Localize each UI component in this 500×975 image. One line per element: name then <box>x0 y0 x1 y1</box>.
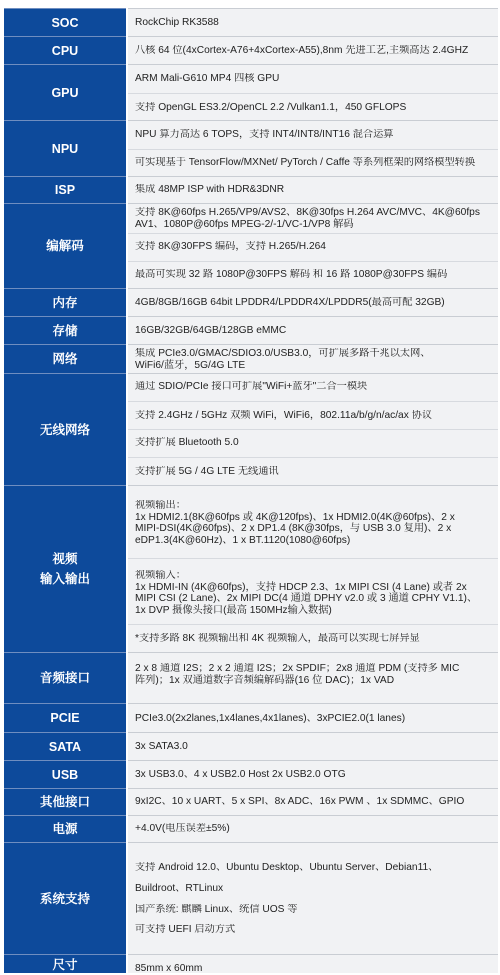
row-text: 最高可实现 32 路 1080P@30FPS 解码 和 16 路 1080P@30FPS 编码 <box>135 269 448 280</box>
row-content <box>128 815 498 842</box>
row-text: 视频输出： 1x HDMI2.1(8K@60fps 或 4K@120fps)、1x HDMI2.0(4K@60fps)、2 x MIPI-DSI(4K@60fps)、2 x DP1.4 (8K@30fps，与 USB 3.0 复用)、2 x eDP1.3(4K@60Hz)、1 x BT.1120(1080@60fps) <box>135 500 455 546</box>
row-label: 尺寸 <box>4 954 126 973</box>
row-text: 85mm x 60mm <box>135 963 203 974</box>
spec-row-isp <box>0 176 500 203</box>
row-label: 其他接口 <box>4 788 126 815</box>
row-text: 支持扩展 5G / 4G LTE 无线通讯 <box>135 466 279 477</box>
row-label: 无线网络 <box>4 373 126 485</box>
row-text: *支持多路 8K 视频输出和 4K 视频输入，最高可以实现七屏异显 <box>135 633 420 644</box>
row-divider <box>128 149 498 150</box>
row-content <box>128 788 498 815</box>
row-divider <box>128 261 498 262</box>
spec-row-cpu <box>0 36 500 64</box>
row-label: PCIE <box>4 703 126 732</box>
spec-row-power <box>0 815 500 842</box>
row-label: USB <box>4 760 126 788</box>
row-text: 支持 Android 12.0、Ubuntu Desktop、Ubuntu Server、Debian11、 <box>135 862 439 873</box>
row-text: 9xI2C、10 x UART、5 x SPI、8x ADC、16x PWM 、1x SDMMC、GPIO <box>135 796 465 807</box>
row-label: SOC <box>4 8 126 36</box>
row-content <box>128 203 498 288</box>
row-label: CPU <box>4 36 126 64</box>
row-text: 3x USB3.0、4 x USB2.0 Host 2x USB2.0 OTG <box>135 769 346 780</box>
row-text: 视频输入： 1x HDMI-IN (4K@60fps)，支持 HDCP 2.3、1x MIPI CSI (4 Lane) 或者 2x MIPI CSI (2 Lane)、2x MIPI DC(4 通道 DPHY v2.0 或 3 通道 CPHY V1.1)、 1x DVP 摄像头接口(最高 150MHz输入数据) <box>135 570 478 616</box>
spec-row-storage <box>0 316 500 344</box>
row-content <box>128 8 498 36</box>
row-text: 支持 2.4GHz / 5GHz 双频 WiFi，WiFi6，802.11a/b/g/n/ac/ax 协议 <box>135 410 433 421</box>
spec-row-sata <box>0 732 500 760</box>
row-content <box>128 842 498 954</box>
row-content <box>128 703 498 732</box>
spec-row-pcie <box>0 703 500 732</box>
spec-row-dimensions <box>0 954 500 973</box>
row-text: 16GB/32GB/64GB/128GB eMMC <box>135 325 287 336</box>
row-label: GPU <box>4 64 126 120</box>
row-content <box>128 373 498 485</box>
row-label: 系统支持 <box>4 842 126 954</box>
row-divider <box>128 429 498 430</box>
row-divider <box>128 233 498 234</box>
row-text: PCIe3.0(2x2lanes,1x4lanes,4x1lanes)、3xPCIE2.0(1 lanes) <box>135 713 406 724</box>
row-text: 通过 SDIO/PCIe 接口可扩展"WiFi+蓝牙"二合一模块 <box>135 381 368 392</box>
row-text: ARM Mali-G610 MP4 四核 GPU <box>135 73 280 84</box>
spec-row-usb <box>0 760 500 788</box>
row-label: 内存 <box>4 288 126 316</box>
row-text: 集成 PCIe3.0/GMAC/SDIO3.0/USB3.0，可扩展多路千兆以太网、 WiFi6/蓝牙，5G/4G LTE <box>135 348 431 371</box>
row-text: NPU 算力高达 6 TOPS，支持 INT4/INT8/INT16 混合运算 <box>135 129 394 140</box>
row-text: 支持 8K@30FPS 编码，支持 H.265/H.264 <box>135 241 326 252</box>
row-content <box>128 760 498 788</box>
row-content <box>128 288 498 316</box>
row-label: NPU <box>4 120 126 176</box>
row-text: 可实现基于 TensorFlow/MXNet/ PyTorch / Caffe 等系列框架的网络模型转换 <box>135 157 476 168</box>
row-content <box>128 120 498 176</box>
row-label: SATA <box>4 732 126 760</box>
row-label: 音频接口 <box>4 652 126 703</box>
row-content <box>128 732 498 760</box>
row-content <box>128 652 498 703</box>
row-text: 支持 OpenGL ES3.2/OpenCL 2.2 /Vulkan1.1，450 GFLOPS <box>135 102 407 113</box>
row-divider <box>128 401 498 402</box>
row-text: RockChip RK3588 <box>135 17 219 28</box>
row-content <box>128 176 498 203</box>
spec-row-other-interfaces <box>0 788 500 815</box>
spec-row-npu <box>0 120 500 176</box>
row-text: 2 x 8 通道 I2S；2 x 2 通道 I2S；2x SPDIF；2x8 通道 PDM (支持多 MIC 阵列)；1x 双通道数字音频编解码器(16 位 DAC)；1x VAD <box>135 663 460 686</box>
row-content <box>128 344 498 373</box>
row-text: Buildroot、RTLinux <box>135 883 224 894</box>
row-label: 编解码 <box>4 203 126 288</box>
spec-row-memory <box>0 288 500 316</box>
row-divider <box>128 558 498 559</box>
row-text: 4GB/8GB/16GB 64bit LPDDR4/LPDDR4X/LPDDR5(最高可配 32GB) <box>135 297 445 308</box>
row-text: 集成 48MP ISP with HDR&3DNR <box>135 184 285 195</box>
row-content <box>128 954 498 973</box>
row-divider <box>128 457 498 458</box>
row-label: ISP <box>4 176 126 203</box>
row-divider <box>128 624 498 625</box>
spec-row-audio <box>0 652 500 703</box>
row-divider <box>128 93 498 94</box>
row-label: 视频 输入输出 <box>4 485 126 652</box>
row-text: 3x SATA3.0 <box>135 741 188 752</box>
row-content <box>128 316 498 344</box>
row-label: 存储 <box>4 316 126 344</box>
spec-row-network <box>0 344 500 373</box>
row-content <box>128 485 498 652</box>
row-text: 八核 64 位(4xCortex-A76+4xCortex-A55),8nm 先进工艺,主频高达 2.4GHZ <box>135 45 469 56</box>
row-text: 国产系统: 麒麟 Linux、统信 UOS 等 <box>135 904 298 915</box>
row-text: 支持扩展 Bluetooth 5.0 <box>135 437 239 448</box>
spec-row-wireless <box>0 373 500 485</box>
spec-row-gpu <box>0 64 500 120</box>
spec-row-video-io <box>0 485 500 652</box>
row-label: 网络 <box>4 344 126 373</box>
row-text: 可支持 UEFI 启动方式 <box>135 924 236 935</box>
row-text: 支持 8K@60fps H.265/VP9/AVS2、8K@30fps H.264 AVC/MVC、4K@60fps AV1、1080P@60fps MPEG-2/-1/VC-1/VP8 解码 <box>135 207 480 230</box>
spec-row-os-support <box>0 842 500 954</box>
row-text: +4.0V(电压误差±5%) <box>135 823 230 834</box>
spec-row-soc <box>0 8 500 36</box>
row-content <box>128 64 498 120</box>
spec-row-codec <box>0 203 500 288</box>
row-label: 电源 <box>4 815 126 842</box>
row-content <box>128 36 498 64</box>
